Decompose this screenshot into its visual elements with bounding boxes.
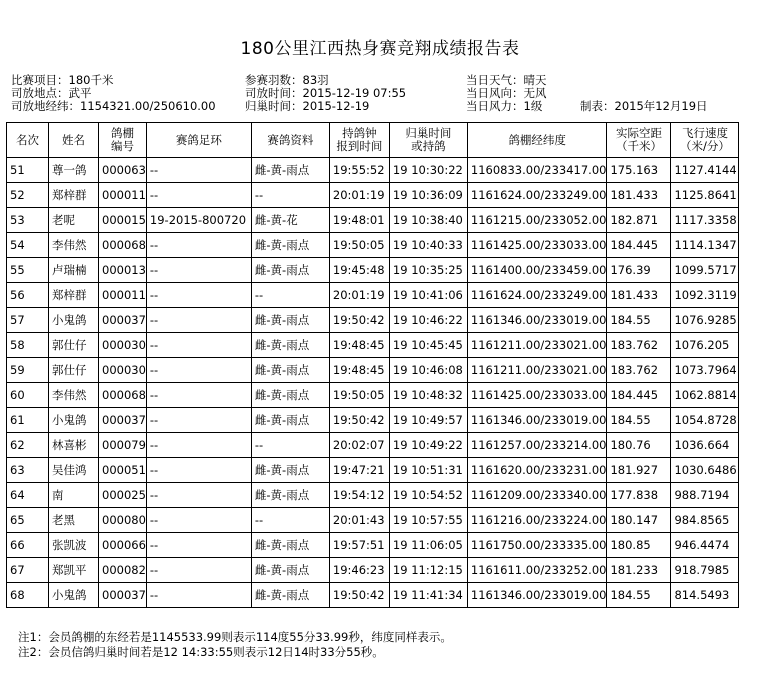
results-table xyxy=(6,122,739,608)
cell-ring: -- xyxy=(146,458,251,483)
cell-ring: -- xyxy=(146,533,251,558)
cell-pigeon-info: -- xyxy=(251,508,329,533)
header-rank: 名次 xyxy=(7,123,49,158)
cell-loft-no: 000015 xyxy=(99,208,147,233)
cell-return-time: 19 10:51:31 xyxy=(389,458,467,483)
cell-ring: 19-2015-800720 xyxy=(146,208,251,233)
cell-loft-coords: 1161425.00/233033.00 xyxy=(467,233,607,258)
cell-rank: 57 xyxy=(7,308,49,333)
cell-distance: 181.927 xyxy=(607,458,671,483)
cell-rank: 67 xyxy=(7,558,49,583)
cell-return-time: 19 11:06:05 xyxy=(389,533,467,558)
cell-clock-time: 20:01:19 xyxy=(329,183,389,208)
table-header-row xyxy=(7,123,739,158)
table-row xyxy=(7,383,739,408)
report-title: 180公里江西热身赛竞翔成绩报告表 xyxy=(240,39,520,59)
cell-loft-no: 000037 xyxy=(99,583,147,608)
footnotes xyxy=(18,630,452,660)
cell-loft-coords: 1161624.00/233249.00 xyxy=(467,283,607,308)
cell-loft-coords: 1161425.00/233033.00 xyxy=(467,383,607,408)
header-loft-no: 鸽棚 编号 xyxy=(99,123,147,158)
cell-return-time: 19 10:46:08 xyxy=(389,358,467,383)
cell-name: 吴佳鸿 xyxy=(49,458,99,483)
cell-loft-coords: 1161209.00/233340.00 xyxy=(467,483,607,508)
cell-speed: 1073.7964 xyxy=(671,358,739,383)
info-release-time: 司放时间：2015-12-19 07:55 xyxy=(245,86,407,100)
cell-name: 卢瑞楠 xyxy=(49,258,99,283)
cell-clock-time: 19:48:45 xyxy=(329,358,389,383)
cell-distance: 180.147 xyxy=(607,508,671,533)
info-weather: 当日天气：晴天 xyxy=(466,73,547,87)
table-row xyxy=(7,258,739,283)
cell-name: 小鬼鸽 xyxy=(49,308,99,333)
cell-speed: 1117.3358 xyxy=(671,208,739,233)
cell-clock-time: 19:48:45 xyxy=(329,333,389,358)
cell-pigeon-info: 雌-黄-雨点 xyxy=(251,408,329,433)
cell-loft-coords: 1161611.00/233252.00 xyxy=(467,558,607,583)
cell-pigeon-info: 雌-黄-雨点 xyxy=(251,558,329,583)
table-row xyxy=(7,308,739,333)
cell-pigeon-info: 雌-黄-雨点 xyxy=(251,333,329,358)
cell-speed: 1030.6486 xyxy=(671,458,739,483)
cell-ring: -- xyxy=(146,283,251,308)
cell-name: 南 xyxy=(49,483,99,508)
cell-speed: 988.7194 xyxy=(671,483,739,508)
header-name: 姓名 xyxy=(49,123,99,158)
cell-speed: 1125.8641 xyxy=(671,183,739,208)
cell-rank: 51 xyxy=(7,158,49,183)
table-row xyxy=(7,508,739,533)
cell-speed: 1054.8728 xyxy=(671,408,739,433)
cell-clock-time: 19:48:01 xyxy=(329,208,389,233)
cell-speed: 1076.9285 xyxy=(671,308,739,333)
cell-rank: 68 xyxy=(7,583,49,608)
table-row xyxy=(7,283,739,308)
cell-speed: 946.4474 xyxy=(671,533,739,558)
cell-speed: 1099.5717 xyxy=(671,258,739,283)
header-clock-time: 持鸽钟 报到时间 xyxy=(329,123,389,158)
info-made-by: 制表：2015年12月19日 xyxy=(580,99,708,113)
cell-clock-time: 19:50:05 xyxy=(329,383,389,408)
cell-name: 郑凯平 xyxy=(49,558,99,583)
cell-pigeon-info: 雌-黄-雨点 xyxy=(251,233,329,258)
table-row xyxy=(7,233,739,258)
cell-clock-time: 19:47:21 xyxy=(329,458,389,483)
header-speed: 飞行速度 （米/分） xyxy=(671,123,739,158)
cell-clock-time: 19:57:51 xyxy=(329,533,389,558)
cell-distance: 184.55 xyxy=(607,308,671,333)
cell-ring: -- xyxy=(146,583,251,608)
table-row xyxy=(7,483,739,508)
cell-pigeon-info: 雌-黄-雨点 xyxy=(251,383,329,408)
cell-distance: 184.55 xyxy=(607,408,671,433)
cell-loft-no: 000079 xyxy=(99,433,147,458)
cell-distance: 184.445 xyxy=(607,383,671,408)
info-return-time: 归巢时间：2015-12-19 xyxy=(245,99,370,113)
cell-rank: 64 xyxy=(7,483,49,508)
cell-pigeon-info: -- xyxy=(251,283,329,308)
table-row xyxy=(7,558,739,583)
cell-rank: 61 xyxy=(7,408,49,433)
cell-return-time: 19 10:54:52 xyxy=(389,483,467,508)
cell-name: 郭仕仔 xyxy=(49,333,99,358)
cell-speed: 1036.664 xyxy=(671,433,739,458)
cell-distance: 181.233 xyxy=(607,558,671,583)
cell-loft-no: 000063 xyxy=(99,158,147,183)
cell-clock-time: 19:50:05 xyxy=(329,233,389,258)
cell-speed: 1076.205 xyxy=(671,333,739,358)
cell-distance: 177.838 xyxy=(607,483,671,508)
cell-name: 林喜彬 xyxy=(49,433,99,458)
cell-pigeon-info: 雌-黄-雨点 xyxy=(251,458,329,483)
table-row xyxy=(7,358,739,383)
cell-speed: 918.7985 xyxy=(671,558,739,583)
cell-ring: -- xyxy=(146,258,251,283)
cell-loft-no: 000037 xyxy=(99,408,147,433)
cell-distance: 184.55 xyxy=(607,583,671,608)
cell-distance: 181.433 xyxy=(607,183,671,208)
cell-pigeon-info: 雌-黄-雨点 xyxy=(251,158,329,183)
cell-pigeon-info: -- xyxy=(251,433,329,458)
cell-rank: 54 xyxy=(7,233,49,258)
cell-rank: 52 xyxy=(7,183,49,208)
cell-loft-no: 000011 xyxy=(99,283,147,308)
cell-rank: 56 xyxy=(7,283,49,308)
cell-pigeon-info: 雌-黄-雨点 xyxy=(251,258,329,283)
header-pigeon-info: 赛鸽资料 xyxy=(251,123,329,158)
table-row xyxy=(7,333,739,358)
cell-pigeon-info: 雌-黄-雨点 xyxy=(251,483,329,508)
header-return-time: 归巢时间 或持鸽 xyxy=(389,123,467,158)
cell-loft-coords: 1161624.00/233249.00 xyxy=(467,183,607,208)
cell-clock-time: 19:55:52 xyxy=(329,158,389,183)
cell-name: 郑梓群 xyxy=(49,183,99,208)
cell-clock-time: 19:50:42 xyxy=(329,408,389,433)
cell-ring: -- xyxy=(146,433,251,458)
cell-name: 张凯波 xyxy=(49,533,99,558)
cell-ring: -- xyxy=(146,308,251,333)
info-release-place: 司放地点：武平 xyxy=(11,86,92,100)
cell-loft-no: 000030 xyxy=(99,333,147,358)
cell-loft-coords: 1161257.00/233214.00 xyxy=(467,433,607,458)
cell-clock-time: 20:02:07 xyxy=(329,433,389,458)
header-ring: 赛鸽足环 xyxy=(146,123,251,158)
cell-distance: 183.762 xyxy=(607,358,671,383)
cell-pigeon-info: 雌-黄-雨点 xyxy=(251,583,329,608)
cell-return-time: 19 10:35:25 xyxy=(389,258,467,283)
cell-return-time: 19 10:49:57 xyxy=(389,408,467,433)
cell-loft-coords: 1160833.00/233417.00 xyxy=(467,158,607,183)
cell-loft-coords: 1161346.00/233019.00 xyxy=(467,408,607,433)
info-wind-direction: 当日风向：无风 xyxy=(466,86,547,100)
footnote-2: 注2：会员信鸽归巢时间若是12 14:33:55则表示12日14时33分55秒。 xyxy=(18,645,384,659)
info-release-coords: 司放地经纬：1154321.00/250610.00 xyxy=(11,99,216,113)
cell-loft-coords: 1161211.00/233021.00 xyxy=(467,358,607,383)
cell-rank: 60 xyxy=(7,383,49,408)
table-row xyxy=(7,208,739,233)
table-row xyxy=(7,433,739,458)
info-entries: 参赛羽数：83羽 xyxy=(245,73,329,87)
cell-ring: -- xyxy=(146,183,251,208)
cell-distance: 175.163 xyxy=(607,158,671,183)
cell-return-time: 19 10:57:55 xyxy=(389,508,467,533)
cell-distance: 183.762 xyxy=(607,333,671,358)
table-row xyxy=(7,583,739,608)
cell-pigeon-info: -- xyxy=(251,183,329,208)
cell-loft-coords: 1161620.00/233231.00 xyxy=(467,458,607,483)
cell-name: 小鬼鸽 xyxy=(49,408,99,433)
cell-loft-no: 000080 xyxy=(99,508,147,533)
cell-name: 老呢 xyxy=(49,208,99,233)
cell-name: 李伟然 xyxy=(49,233,99,258)
cell-name: 郭仕仔 xyxy=(49,358,99,383)
cell-ring: -- xyxy=(146,408,251,433)
cell-loft-no: 000066 xyxy=(99,533,147,558)
cell-rank: 55 xyxy=(7,258,49,283)
cell-name: 尊一鸽 xyxy=(49,158,99,183)
cell-name: 李伟然 xyxy=(49,383,99,408)
cell-distance: 176.39 xyxy=(607,258,671,283)
cell-speed: 984.8565 xyxy=(671,508,739,533)
header-distance: 实际空距 （千米） xyxy=(607,123,671,158)
cell-clock-time: 20:01:43 xyxy=(329,508,389,533)
table-row xyxy=(7,458,739,483)
cell-loft-no: 000037 xyxy=(99,308,147,333)
cell-return-time: 19 10:36:09 xyxy=(389,183,467,208)
cell-loft-no: 000013 xyxy=(99,258,147,283)
cell-speed: 1092.3119 xyxy=(671,283,739,308)
cell-distance: 184.445 xyxy=(607,233,671,258)
cell-ring: -- xyxy=(146,483,251,508)
cell-ring: -- xyxy=(146,508,251,533)
cell-speed: 1127.4144 xyxy=(671,158,739,183)
cell-speed: 1062.8814 xyxy=(671,383,739,408)
cell-distance: 182.871 xyxy=(607,208,671,233)
cell-return-time: 19 10:40:33 xyxy=(389,233,467,258)
info-race-item: 比赛项目：180千米 xyxy=(11,73,114,87)
cell-name: 郑梓群 xyxy=(49,283,99,308)
cell-rank: 66 xyxy=(7,533,49,558)
cell-pigeon-info: 雌-黄-雨点 xyxy=(251,358,329,383)
cell-distance: 180.85 xyxy=(607,533,671,558)
cell-speed: 814.5493 xyxy=(671,583,739,608)
cell-loft-no: 000068 xyxy=(99,233,147,258)
cell-rank: 58 xyxy=(7,333,49,358)
cell-ring: -- xyxy=(146,383,251,408)
cell-return-time: 19 11:41:34 xyxy=(389,583,467,608)
cell-loft-coords: 1161215.00/233052.00 xyxy=(467,208,607,233)
cell-clock-time: 20:01:19 xyxy=(329,283,389,308)
table-row xyxy=(7,158,739,183)
cell-clock-time: 19:46:23 xyxy=(329,558,389,583)
cell-name: 老黑 xyxy=(49,508,99,533)
cell-loft-coords: 1161346.00/233019.00 xyxy=(467,583,607,608)
cell-return-time: 19 10:30:22 xyxy=(389,158,467,183)
cell-rank: 65 xyxy=(7,508,49,533)
cell-clock-time: 19:50:42 xyxy=(329,308,389,333)
cell-clock-time: 19:50:42 xyxy=(329,583,389,608)
header-loft-coords: 鸽棚经纬度 xyxy=(467,123,607,158)
cell-loft-no: 000025 xyxy=(99,483,147,508)
cell-pigeon-info: 雌-黄-雨点 xyxy=(251,533,329,558)
table-row xyxy=(7,408,739,433)
cell-name: 小鬼鸽 xyxy=(49,583,99,608)
footnote-1: 注1：会员鸽棚的东经若是1145533.99则表示114度55分33.99秒，纬度同样表示。 xyxy=(18,630,452,644)
cell-speed: 1114.1347 xyxy=(671,233,739,258)
cell-rank: 62 xyxy=(7,433,49,458)
cell-clock-time: 19:54:12 xyxy=(329,483,389,508)
cell-loft-no: 000030 xyxy=(99,358,147,383)
cell-ring: -- xyxy=(146,558,251,583)
cell-ring: -- xyxy=(146,233,251,258)
table-row xyxy=(7,183,739,208)
cell-return-time: 19 10:45:45 xyxy=(389,333,467,358)
cell-loft-coords: 1161400.00/233459.00 xyxy=(467,258,607,283)
cell-pigeon-info: 雌-黄-花 xyxy=(251,208,329,233)
cell-return-time: 19 10:49:22 xyxy=(389,433,467,458)
cell-return-time: 19 10:41:06 xyxy=(389,283,467,308)
cell-loft-no: 000082 xyxy=(99,558,147,583)
info-wind-force: 当日风力：1级 xyxy=(466,99,543,113)
cell-distance: 181.433 xyxy=(607,283,671,308)
cell-ring: -- xyxy=(146,358,251,383)
table-row xyxy=(7,533,739,558)
cell-loft-coords: 1161346.00/233019.00 xyxy=(467,308,607,333)
cell-return-time: 19 10:48:32 xyxy=(389,383,467,408)
cell-loft-coords: 1161216.00/233224.00 xyxy=(467,508,607,533)
cell-ring: -- xyxy=(146,158,251,183)
cell-loft-coords: 1161211.00/233021.00 xyxy=(467,333,607,358)
cell-loft-no: 000051 xyxy=(99,458,147,483)
cell-rank: 63 xyxy=(7,458,49,483)
cell-return-time: 19 10:38:40 xyxy=(389,208,467,233)
cell-loft-coords: 1161750.00/233335.00 xyxy=(467,533,607,558)
cell-return-time: 19 10:46:22 xyxy=(389,308,467,333)
cell-pigeon-info: 雌-黄-雨点 xyxy=(251,308,329,333)
cell-ring: -- xyxy=(146,333,251,358)
cell-loft-no: 000011 xyxy=(99,183,147,208)
cell-distance: 180.76 xyxy=(607,433,671,458)
cell-loft-no: 000068 xyxy=(99,383,147,408)
cell-rank: 53 xyxy=(7,208,49,233)
cell-clock-time: 19:45:48 xyxy=(329,258,389,283)
cell-return-time: 19 11:12:15 xyxy=(389,558,467,583)
cell-rank: 59 xyxy=(7,358,49,383)
